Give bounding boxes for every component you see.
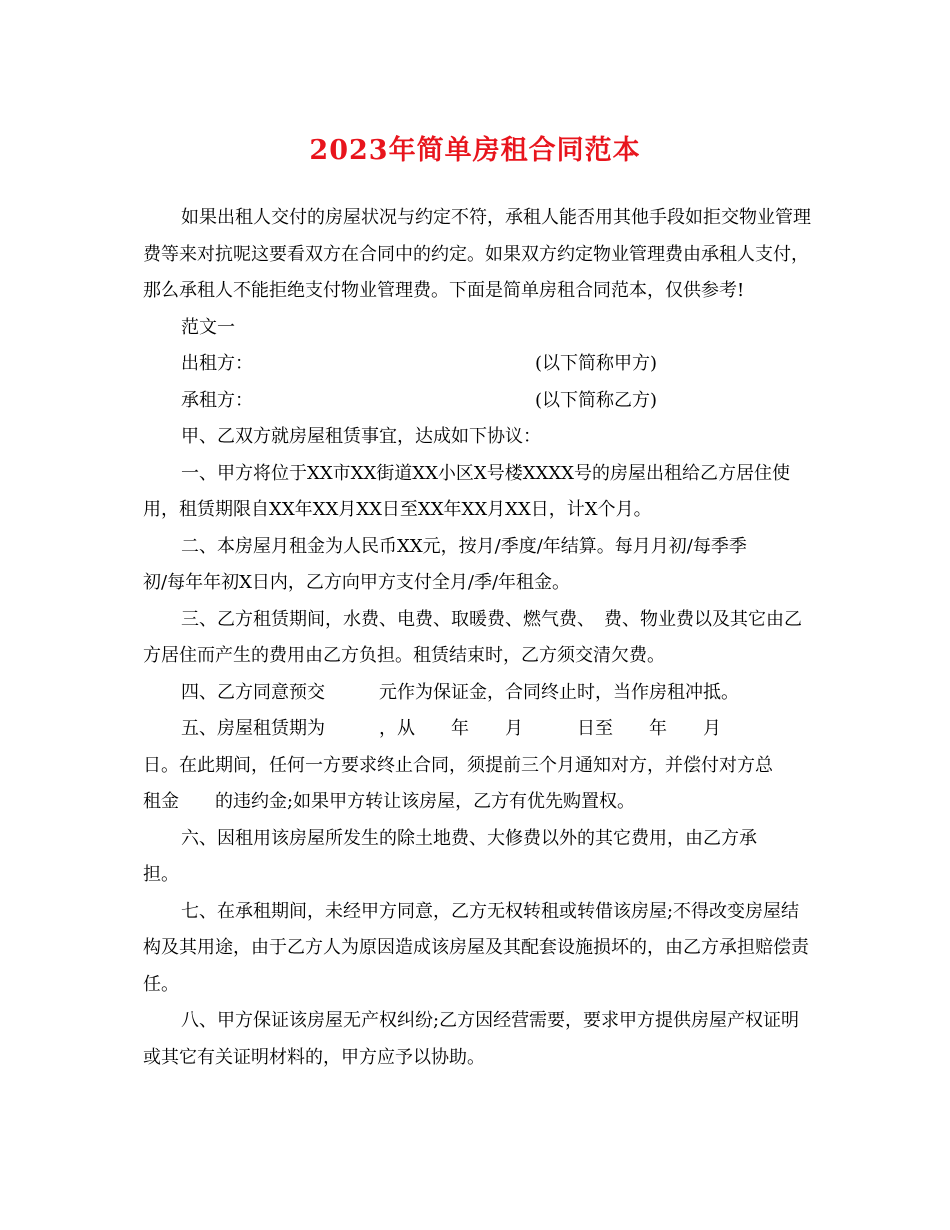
clause-5-line-2: 日。在此期间，任何一方要求终止合同，须提前三个月通知对方，并偿付对方总 bbox=[143, 754, 773, 776]
lessor-label: 出租方： bbox=[181, 353, 253, 374]
clause-2-line-1: 二、本房屋月租金为人民币XX元，按月/季度/年结算。每月月初/每季季 bbox=[181, 535, 747, 557]
document-body bbox=[143, 200, 811, 1076]
agreement-statement: 甲、乙双方就房屋租赁事宜，达成如下协议： bbox=[181, 426, 541, 447]
clause-2 bbox=[143, 529, 811, 602]
lessor-note: (以下简称甲方) bbox=[535, 353, 658, 374]
lessee-row bbox=[143, 383, 811, 420]
clause-3: 三、乙方租赁期间，水费、电费、取暖费、燃气费、 费、物业费以及其它由乙方居住而产生的费用由乙方负担。租赁结束时，乙方须交清欠费。 bbox=[143, 608, 802, 666]
lessee-label: 承租方： bbox=[181, 389, 253, 411]
clause-4: 四、乙方同意预交 元作为保证金，合同终止时，当作房租冲抵。 bbox=[181, 681, 739, 703]
sample-heading: 范文一 bbox=[181, 316, 235, 338]
clause-6-line-1: 六、因租用该房屋所发生的除土地费、大修费以外的其它费用，由乙方承 bbox=[181, 827, 757, 849]
clause-5-line-3: 租金 的违约金;如果甲方转让该房屋，乙方有优先购置权。 bbox=[143, 791, 636, 812]
clause-2-line-2: 初/每年年初X日内，乙方向甲方支付全月/季/年租金。 bbox=[143, 572, 571, 593]
intro-paragraph: 如果出租人交付的房屋状况与约定不符，承租人能否用其他手段如拒交物业管理费等来对抗呢这要看双方在合同中的约定。如果双方约定物业管理费由承租人支付，那么承租人不能拒绝支付物业管理费。下面是简单房租合同范本，仅供参考! bbox=[143, 207, 811, 301]
lessor-row bbox=[143, 346, 811, 383]
clause-7: 七、在承租期间，未经甲方同意，乙方无权转租或转借该房屋;不得改变房屋结构及其用途，由于乙方人为原因造成该房屋及其配套设施损坏的，由乙方承担赔偿责任。 bbox=[143, 900, 809, 995]
clause-8: 八、甲方保证该房屋无产权纠纷;乙方因经营需要，要求甲方提供房屋产权证明或其它有关证明材料的，甲方应予以协助。 bbox=[143, 1010, 800, 1068]
clause-6-line-2: 担。 bbox=[143, 864, 179, 885]
clause-5 bbox=[143, 711, 811, 821]
document-title: 2023年简单房租合同范本 bbox=[309, 135, 641, 166]
clause-1: 一、甲方将位于XX市XX街道XX小区X号楼XXXX号的房屋出租给乙方居住使用，租赁期限自XX年XX月XX日至XX年XX月XX日，计X个月。 bbox=[143, 462, 790, 520]
lessee-note: (以下简称乙方) bbox=[535, 389, 658, 411]
clause-5-line-1: 五、房屋租赁期为 ，从 年 月 日至 年 月 bbox=[181, 718, 721, 739]
clause-6 bbox=[143, 821, 811, 894]
